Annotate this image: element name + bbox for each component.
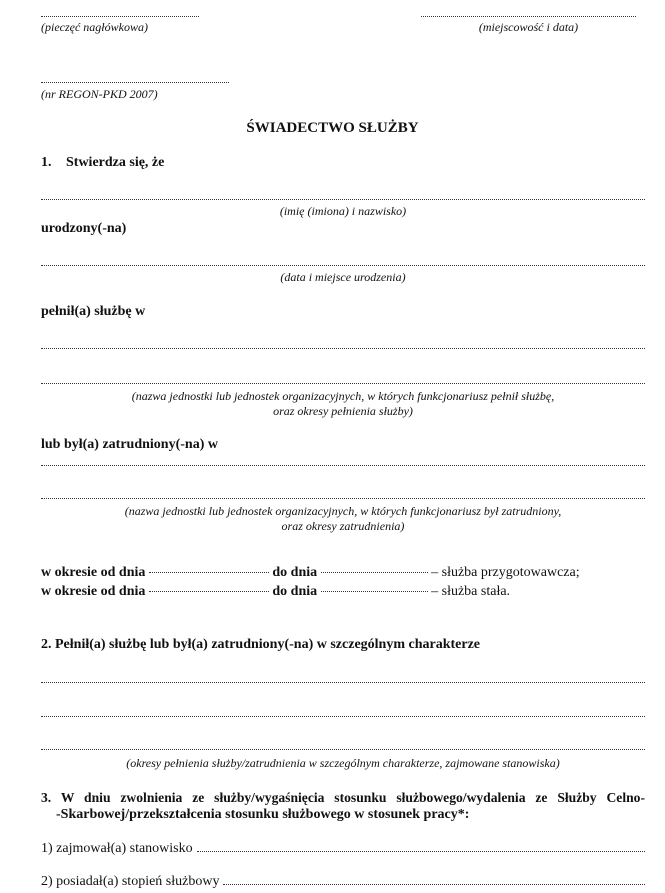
position-row (41, 841, 645, 857)
rank-field[interactable] (223, 884, 645, 885)
stamp-caption: (pieczęć nagłówkowa) (41, 20, 148, 34)
employed-field-1[interactable] (41, 465, 645, 466)
regon-caption: (nr REGON-PKD 2007) (41, 87, 158, 101)
section3-heading-line2: -Skarbowej/przekształcenia stosunku służbowego w stosunek pracy*: (56, 807, 470, 822)
section2-heading: 2. Pełnił(a) służbę lub był(a) zatrudniony(-na) w szczególnym charakterze (41, 637, 481, 652)
special-field-1[interactable] (41, 682, 645, 683)
position-label: 1) zajmował(a) stanowisko (41, 841, 193, 856)
birth-field[interactable] (41, 265, 645, 266)
served-label: pełnił(a) służbę w (41, 304, 146, 319)
period-from-label: w okresie od dnia (41, 565, 146, 580)
period-type: – służba stała. (431, 584, 511, 599)
document-title: ŚWIADECTWO SŁUŻBY (246, 120, 419, 136)
served-field-1[interactable] (41, 348, 645, 349)
regon-field[interactable] (41, 82, 229, 83)
period-from-field[interactable] (149, 591, 269, 592)
employed-caption-line1: (nazwa jednostki lub jednostek organizacyjnych, w których funkcjonariusz był zatrudniony, (124, 504, 562, 518)
served-field-2[interactable] (41, 383, 645, 384)
stamp-field[interactable] (41, 16, 199, 17)
position-field[interactable] (197, 851, 645, 852)
rank-label: 2) posiadał(a) stopień służbowy (41, 874, 220, 889)
period-row-preparatory (41, 565, 580, 581)
employed-label: lub był(a) zatrudniony(-na) w (41, 437, 218, 452)
period-to-field[interactable] (321, 591, 428, 592)
section3-heading-line1: 3. W dniu zwolnienia ze służby/wygaśnięcia stosunku służbowego/wydalenia ze Służby Celno- (41, 790, 645, 805)
place-date-field[interactable] (421, 16, 636, 17)
special-field-2[interactable] (41, 716, 645, 717)
period-from-label: w okresie od dnia (41, 584, 146, 599)
section1-number: 1. (41, 155, 52, 170)
place-date-caption: (miejscowość i data) (478, 20, 579, 34)
served-caption-line1: (nazwa jednostki lub jednostek organizacyjnych, w których funkcjonariusz pełnił służbę, (131, 389, 555, 403)
served-caption-line2: oraz okresy pełnienia służby) (273, 404, 413, 418)
period-from-field[interactable] (149, 572, 269, 573)
section2-caption: (okresy pełnienia służby/zatrudnienia w szczególnym charakterze, zajmowane stanowiska) (126, 756, 560, 770)
section1-heading: Stwierdza się, że (66, 155, 165, 170)
period-to-label: do dnia (272, 565, 318, 580)
name-field[interactable] (41, 199, 645, 200)
rank-row (41, 874, 645, 890)
name-caption: (imię (imiona) i nazwisko) (279, 204, 407, 218)
period-to-label: do dnia (272, 584, 318, 599)
special-field-3[interactable] (41, 749, 645, 750)
birth-caption: (data i miejsce urodzenia) (280, 270, 406, 284)
period-type: – służba przygotowawcza; (431, 565, 580, 580)
period-row-permanent (41, 584, 510, 600)
employed-field-2[interactable] (41, 498, 645, 499)
employed-caption-line2: oraz okresy zatrudnienia) (281, 519, 405, 533)
born-label: urodzony(-na) (41, 221, 127, 236)
period-to-field[interactable] (321, 572, 428, 573)
